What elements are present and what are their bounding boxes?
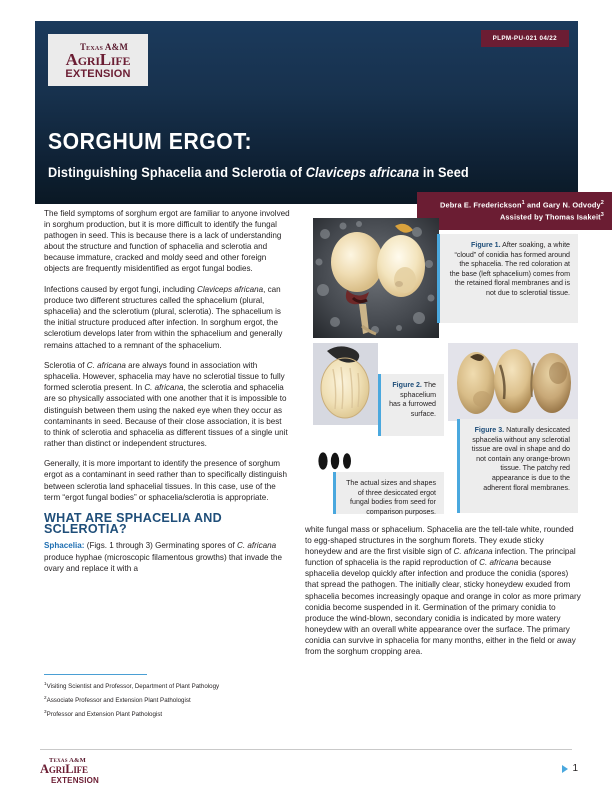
species-abbrev-4: C. africana xyxy=(453,547,493,557)
logo-text-agrilife: AgriLife xyxy=(65,50,131,69)
author-conjunction: and Gary N. Odvody xyxy=(524,200,601,210)
photo-sphacelia-conidia-cloud xyxy=(313,218,439,338)
footnote-3-text: Professor and Extension Plant Pathologist xyxy=(46,710,163,718)
section-heading-what-are-sphacelia-and-sclerotia: WHAT ARE SPHACELIA AND SCLEROTIA? xyxy=(44,510,222,537)
figure-1-caption-text: After soaking, a white “cloud” of conidia has formed around the sphacelia. The red coloration at the base (left sphacelium) comes from the retained floral membranes and is not due to sclerotial tissue. xyxy=(449,241,570,297)
triangle-right-icon xyxy=(562,765,568,773)
figure-1-label: Figure 1. xyxy=(471,241,501,249)
paragraph-infections: Infections caused by ergot fungi, including Claviceps africana, can produce two different structures called the sphacelium (plural, sphacelia) and the sclerotium (plural, sclerotia). The sphacelium is the initial structure produced after infection. In sorghum ergot, the sclerotium develops later from within the sphacelium and generally remains attached to a remnant of the sphacelium. xyxy=(44,285,283,350)
figure-2-label: Figure 2. xyxy=(392,381,422,389)
footnote-1-marker: 1 xyxy=(44,681,47,686)
footnotes-block xyxy=(44,679,290,721)
figure-3-caption xyxy=(460,419,578,513)
figure-1-caption xyxy=(440,234,578,323)
footnote-2-marker: 2 xyxy=(44,694,47,700)
assisted-by: Assisted by Thomas Isakeit xyxy=(499,212,601,222)
body-left-column xyxy=(44,208,290,574)
subtitle-suffix: in Seed xyxy=(419,165,469,180)
footer-logo-text-agrilife: AgriLife xyxy=(40,762,88,777)
species-abbrev-5: C. africana xyxy=(479,558,519,568)
agrilife-logo-footer xyxy=(40,757,112,785)
footnote-separator-rule xyxy=(44,674,147,675)
silhouettes-three-ergot-bodies-icon xyxy=(317,452,355,470)
species-abbrev-2: C. africana xyxy=(144,383,184,393)
figure-3-caption-text: Naturally desiccated sphacelia without any sclerotial tissue are oval in shape and do not contain any orange-brown tissue. The patchy red appearance is due to the adherent floral membranes. xyxy=(471,426,570,492)
author-badge xyxy=(417,192,612,230)
publication-code-badge: PLPM-PU-021 04/22 xyxy=(481,30,569,47)
figure-3-image xyxy=(448,343,578,421)
footnote-3 xyxy=(44,707,290,721)
logo-text-extension: EXTENSION xyxy=(65,68,131,80)
footnote-3-marker: 3 xyxy=(44,708,47,714)
footnote-1 xyxy=(44,679,290,693)
figure-2-image xyxy=(313,343,378,425)
figure-3-label: Figure 3. xyxy=(474,426,505,434)
agrilife-logo xyxy=(48,34,148,86)
author-two-footnote-ref: 2 xyxy=(600,200,604,206)
species-abbrev-1: C. africana xyxy=(86,361,126,371)
footer-logo-text-extension: EXTENSION xyxy=(51,775,100,785)
size-comparison-caption: The actual sizes and shapes of three desiccated ergot fungal bodies from seed for comparison purposes. xyxy=(336,472,444,514)
paragraph-sphacelia-definition: Sphacelia: (Figs. 1 through 3) Germinating spores of C. africana produce hyphae (microscopic filamentous growths) that invade the ovary and replace it with a xyxy=(44,541,282,573)
footnote-2-text: Associate Professor and Extension Plant Pathologist xyxy=(46,696,191,704)
logo-text-texas-am: Texas A&M xyxy=(79,42,129,52)
author-one: Debra E. Frederickson xyxy=(440,200,522,210)
figure-2-caption-text: The sphacelium has a furrowed surface. xyxy=(389,381,436,418)
figure-1-image xyxy=(313,218,439,338)
page-number-value: 1 xyxy=(572,763,578,774)
assistant-footnote-ref: 3 xyxy=(600,212,604,219)
species-name-claviceps-africana: Claviceps africana xyxy=(196,285,264,295)
photo-desiccated-sphacelia xyxy=(448,343,578,421)
subtitle-species-name: Claviceps africana xyxy=(305,165,420,180)
figure-2-caption xyxy=(381,374,444,436)
header-banner xyxy=(35,21,604,222)
page-number xyxy=(562,763,578,774)
lead-in-sphacelia: Sphacelia: xyxy=(44,541,85,551)
author-one-footnote-ref: 1 xyxy=(521,200,525,206)
subtitle-prefix: Distinguishing Sphacelia and Sclerotia of xyxy=(48,165,306,180)
paragraph-sphacelium-continuation: white fungal mass or sphacelium. Sphacelia are the tell-tale white, rounded to egg-shaped structures in the sorghum florets. They exude sticky honeydew and are the first visible sign of C. africana infection. The principal function of sphacelia is the rapid reproduction of C. africana because sphacelia develop quickly after infection and produce the conidia (spores) that spread the pathogen. The initially clear, sticky honeydew exuded from sphacelia becomes increasingly opaque and orange in color as more primary conidia become suspended in it. Germination of the primary conidia to produce the wind-blown, secondary conidia is indicated by more watery honeydew with an overall white appearance over the surface. The primary conidia can survive in sphacelia for many months, either in the field or away from the sorghum cropping area. xyxy=(305,525,581,657)
size-comparison-silhouettes xyxy=(317,452,355,470)
footnote-1-text: Visiting Scientist and Professor, Department of Plant Pathology xyxy=(46,683,220,691)
page-subtitle xyxy=(48,165,469,180)
footnote-2 xyxy=(44,693,290,707)
footer-logo-text-texas-am: Texas A&M xyxy=(49,757,86,765)
paragraph-generally: Generally, it is more important to identify the presence of sorghum ergot as a contaminant in seed rather than to specifically distinguish between sclerotia land sphacelial tissues. In this case, use of the term “ergot fungal bodies” or sphacelia/sclerotia is appropriate. xyxy=(44,459,287,502)
species-abbrev-3: C. africana xyxy=(237,541,277,551)
paragraph-intro: The field symptoms of sorghum ergot are familiar to anyone involved in sorghum production, but it is more difficult to identify the fungal pathogen in seed. This is because there is a lack of understanding about the structure and function of sphacelia and sclerotia and because immature, cracked and moldy seed and other foreign objects are frequently misidentified as ergot fungal bodies. xyxy=(44,209,290,274)
body-right-column xyxy=(305,524,581,657)
photo-furrowed-sphacelium xyxy=(313,343,378,425)
page-title: SORGHUM ERGOT: xyxy=(48,128,253,155)
paragraph-sclerotia: Sclerotia of C. africana are always found in association with sphacelia. However, sphacelia may have no sclerotial tissue to fully formed sclerotia present. In C. africana, the sclerotia and sphacelia are so physically associated with one another that it is impossible to distinguish between them using the naked eye when they occur as contaminants in seed. Because of their close association, it is best to think of sclerotia and sphacelia as different tissues of a single unit rather than distinct or independent structures. xyxy=(44,361,288,448)
footer-separator-rule xyxy=(40,749,572,750)
